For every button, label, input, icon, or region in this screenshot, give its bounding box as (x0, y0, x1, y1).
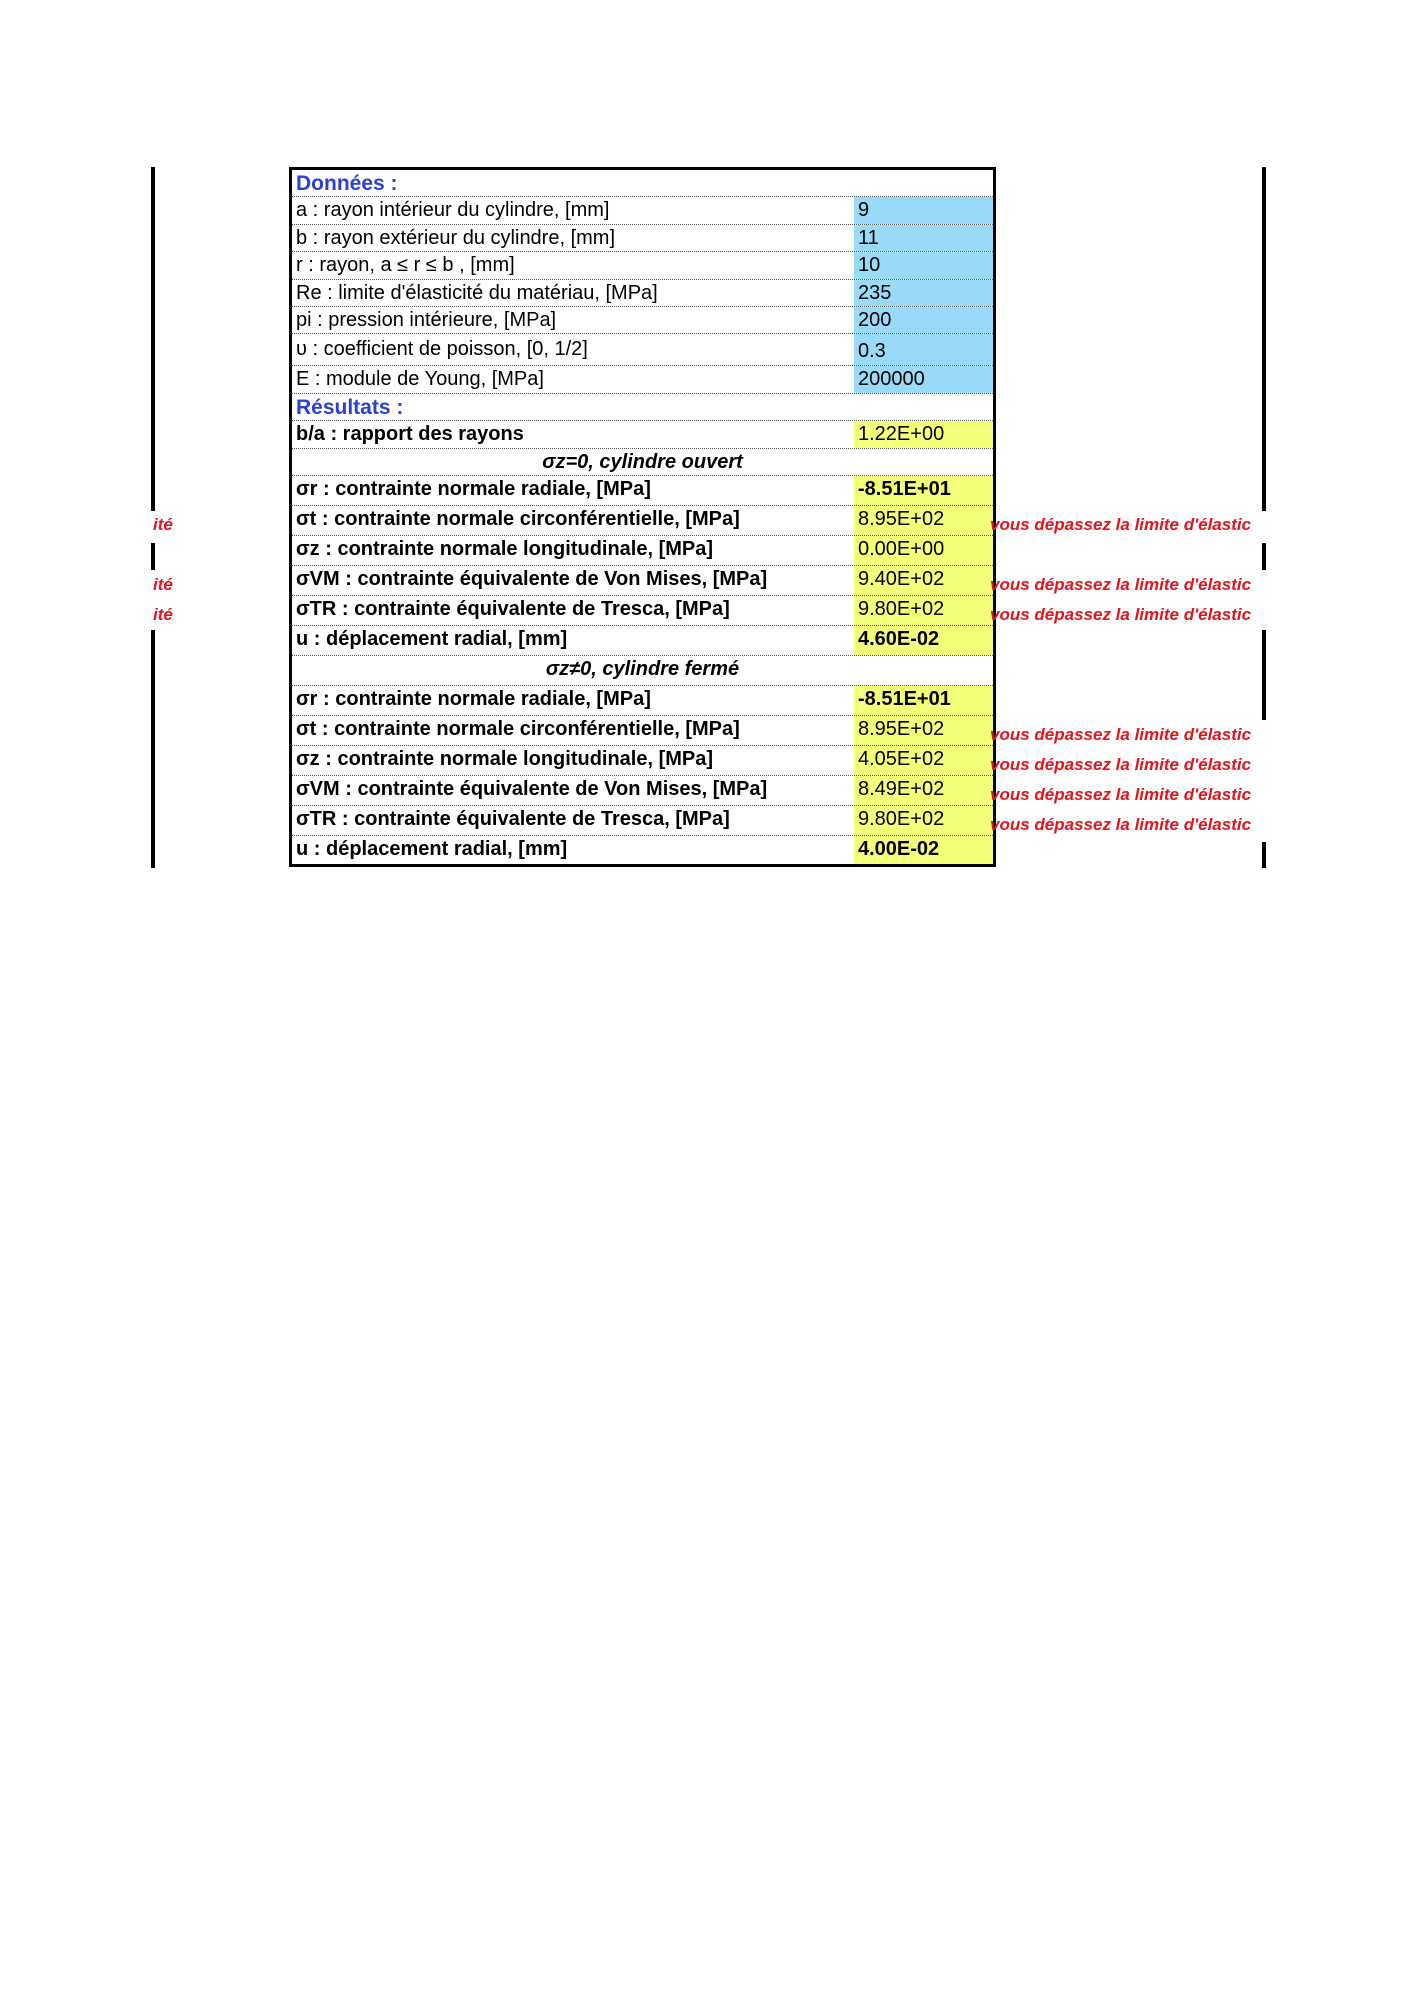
result-row (292, 536, 993, 566)
result-cell[interactable]: 8.95E+02 (854, 716, 993, 745)
input-cell[interactable]: 9 (854, 197, 993, 223)
input-label: υ : coefficient de poisson, [0, 1/2] (296, 338, 588, 361)
result-cell[interactable]: 8.95E+02 (854, 506, 993, 535)
result-label: u : déplacement radial, [mm] (296, 837, 568, 860)
subsection-title: σz≠0, cylindre fermé (545, 657, 740, 680)
input-cell[interactable]: 200 (854, 307, 993, 333)
input-cell[interactable]: 11 (854, 225, 993, 251)
result-label: σTR : contrainte équivalente de Tresca, [MPa] (296, 597, 730, 620)
elasticity-warning: vous dépassez la limite d'élastic (990, 575, 1252, 594)
elasticity-warning: vous dépassez la limite d'élastic (990, 815, 1252, 834)
section-header-donnees (292, 170, 993, 197)
result-label: σVM : contrainte équivalente de Von Mises, [MPa] (296, 777, 768, 800)
result-row (292, 476, 993, 506)
left-border-bar-mid (151, 543, 155, 570)
result-label: σz : contrainte normale longitudinale, [MPa] (296, 537, 714, 560)
result-cell[interactable]: 4.05E+02 (854, 746, 993, 775)
result-label: b/a : rapport des rayons (296, 423, 524, 446)
input-row (292, 280, 993, 307)
result-row (292, 626, 993, 656)
result-row (292, 596, 993, 626)
result-row (292, 836, 993, 864)
result-cell[interactable]: -8.51E+01 (854, 476, 993, 505)
right-border-bar-bottom (1262, 842, 1266, 868)
result-row (292, 716, 993, 746)
result-cell[interactable]: 9.80E+02 (854, 806, 993, 835)
input-cell[interactable]: 235 (854, 280, 993, 306)
result-row (292, 746, 993, 776)
input-label: r : rayon, a ≤ r ≤ b , [mm] (296, 254, 515, 277)
input-label: Re : limite d'élasticité du matériau, [MPa] (296, 281, 658, 304)
right-border-bar-lower (1262, 630, 1266, 720)
elasticity-warning: vous dépassez la limite d'élastic (990, 515, 1252, 534)
elasticity-warning: vous dépassez la limite d'élastic (990, 605, 1252, 624)
right-border-bar-top (1262, 167, 1266, 511)
input-row (292, 252, 993, 279)
input-cell[interactable]: 0.3 (854, 334, 993, 365)
result-cell[interactable]: 1.22E+00 (854, 421, 993, 447)
result-cell[interactable]: -8.51E+01 (854, 686, 993, 715)
result-cell[interactable]: 0.00E+00 (854, 536, 993, 565)
result-row (292, 421, 993, 448)
input-row (292, 225, 993, 252)
input-cell[interactable]: 200000 (854, 366, 993, 392)
result-row (292, 506, 993, 536)
overflow-text: ité (153, 605, 173, 624)
result-cell[interactable]: 9.80E+02 (854, 596, 993, 625)
result-row (292, 566, 993, 596)
elasticity-warning: vous dépassez la limite d'élastic (990, 785, 1252, 804)
input-cell[interactable]: 10 (854, 252, 993, 278)
result-row (292, 806, 993, 836)
result-label: σr : contrainte normale radiale, [MPa] (296, 477, 651, 500)
right-border-bar-mid (1262, 543, 1266, 570)
result-cell[interactable]: 9.40E+02 (854, 566, 993, 595)
result-label: σTR : contrainte équivalente de Tresca, [MPa] (296, 807, 730, 830)
section-title: Résultats : (296, 395, 404, 419)
input-row (292, 307, 993, 334)
subsection-open (292, 449, 993, 476)
spreadsheet-table (289, 167, 996, 867)
overflow-text: ité (153, 515, 173, 534)
input-label: b : rayon extérieur du cylindre, [mm] (296, 226, 616, 249)
result-label: σr : contrainte normale radiale, [MPa] (296, 687, 651, 710)
left-border-bar-bottom (151, 630, 155, 868)
result-label: σVM : contrainte équivalente de Von Mises, [MPa] (296, 567, 768, 590)
result-label: σz : contrainte normale longitudinale, [MPa] (296, 747, 714, 770)
input-row (292, 366, 993, 393)
result-label: u : déplacement radial, [mm] (296, 627, 568, 650)
result-label: σt : contrainte normale circonférentielle, [MPa] (296, 507, 740, 530)
input-label: E : module de Young, [MPa] (296, 368, 544, 391)
result-cell[interactable]: 4.60E-02 (854, 626, 993, 655)
result-label: σt : contrainte normale circonférentielle, [MPa] (296, 717, 740, 740)
elasticity-warning: vous dépassez la limite d'élastic (990, 755, 1252, 774)
result-cell[interactable]: 8.49E+02 (854, 776, 993, 805)
input-label: pi : pression intérieure, [MPa] (296, 308, 557, 331)
input-row (292, 334, 993, 366)
result-row (292, 686, 993, 716)
input-label: a : rayon intérieur du cylindre, [mm] (296, 199, 610, 222)
input-row (292, 197, 993, 224)
overflow-text: ité (153, 575, 173, 594)
result-cell[interactable]: 4.00E-02 (854, 836, 993, 864)
subsection-title: σz=0, cylindre ouvert (542, 450, 743, 473)
left-border-bar-top (151, 167, 155, 511)
section-title: Données : (296, 172, 398, 195)
result-row (292, 776, 993, 806)
elasticity-warning: vous dépassez la limite d'élastic (990, 725, 1252, 744)
section-header-resultats (292, 394, 993, 421)
subsection-closed (292, 656, 993, 686)
